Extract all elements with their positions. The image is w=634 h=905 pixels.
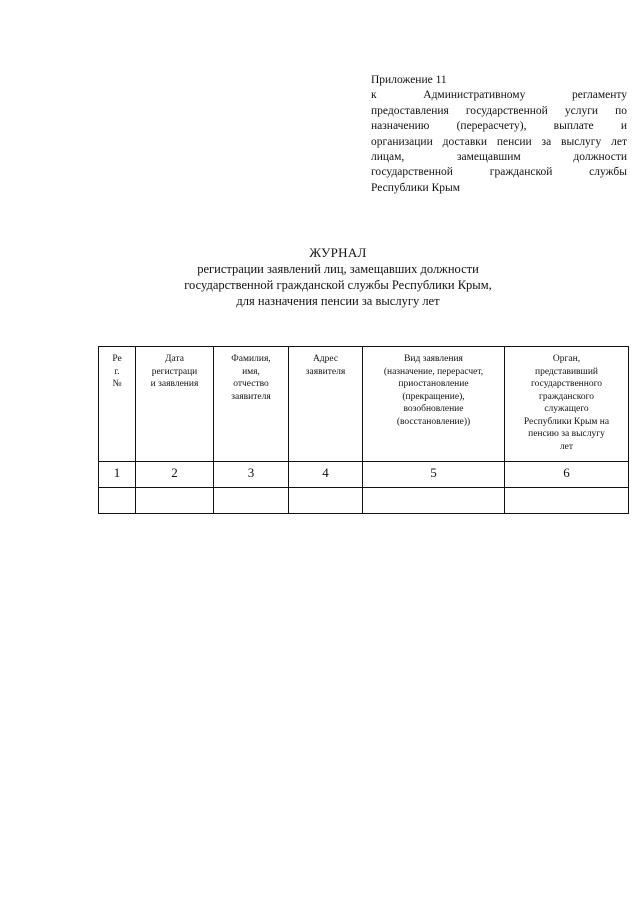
appendix-line-5: организации доставки пенсии за выслугу лет [371, 135, 627, 148]
appendix-line-3: предоставления государственной услуги по [371, 104, 627, 117]
header-text: (восстановление)) [396, 416, 471, 427]
journal-subtitle-line-1: регистрации заявлений лиц, замещавших должности [197, 262, 479, 276]
header-submitting-authority [505, 347, 629, 462]
header-text: служащего [544, 404, 589, 414]
header-text: Ре [112, 354, 122, 364]
header-text: № [112, 379, 122, 389]
journal-table [98, 346, 629, 514]
empty-cell [505, 488, 629, 514]
appendix-line-6: лицам, замещавшим должности [371, 151, 627, 164]
header-text: представивший [535, 366, 598, 377]
empty-cell [136, 488, 214, 514]
header-text: Адрес [312, 354, 339, 364]
header-text: государственного [530, 379, 603, 389]
header-text: приостановление [398, 379, 469, 389]
header-reg-number [99, 347, 136, 462]
header-text: возобновление [403, 404, 464, 414]
header-text: заявителя [231, 391, 271, 402]
appendix-line-2: к Административному регламенту [371, 89, 627, 102]
header-text: регистраци [151, 366, 198, 377]
appendix-line-8: Республики Крым [371, 181, 460, 194]
column-number: 6 [505, 462, 629, 488]
table-number-row [99, 462, 629, 488]
column-number: 2 [136, 462, 214, 488]
table-header-row [99, 347, 629, 462]
header-text: Вид заявления [404, 354, 463, 364]
header-text: и заявления [150, 379, 199, 389]
column-number: 4 [289, 462, 363, 488]
empty-cell [363, 488, 505, 514]
header-text: Республики Крым на [523, 416, 610, 427]
header-text: Дата [165, 354, 184, 364]
header-text: заявителя [305, 366, 346, 377]
appendix-line-7: государственной гражданской службы [371, 166, 627, 179]
header-text: отчество [233, 379, 269, 389]
header-text: Орган, [552, 354, 581, 364]
header-text: Фамилия, [231, 354, 271, 364]
journal-subtitle-line-2: государственной гражданской службы Республики Крым, [184, 278, 492, 292]
empty-cell [289, 488, 363, 514]
header-text: гражданского [538, 391, 595, 402]
appendix-note [371, 73, 627, 196]
header-text: (назначение, перерасчет, [383, 366, 484, 377]
journal-title-block [150, 244, 526, 309]
journal-subtitle-line-3: для назначения пенсии за выслугу лет [236, 294, 440, 308]
column-number: 3 [214, 462, 289, 488]
header-text: пенсию за выслугу [528, 429, 605, 439]
table-row [99, 488, 629, 514]
header-text: имя, [242, 366, 260, 377]
appendix-line-1: Приложение 11 [371, 74, 447, 86]
header-text: г. [114, 366, 120, 377]
header-text: (прекращение), [402, 391, 465, 402]
header-applicant-name [214, 347, 289, 462]
column-number: 1 [99, 462, 136, 488]
header-registration-date [136, 347, 214, 462]
header-text: лет [559, 441, 574, 452]
header-application-type [363, 347, 505, 462]
column-number: 5 [363, 462, 505, 488]
header-applicant-address [289, 347, 363, 462]
appendix-line-4: назначению (перерасчету), выплате и [371, 120, 627, 133]
empty-cell [99, 488, 136, 514]
journal-title: ЖУРНАЛ [309, 245, 367, 260]
empty-cell [214, 488, 289, 514]
